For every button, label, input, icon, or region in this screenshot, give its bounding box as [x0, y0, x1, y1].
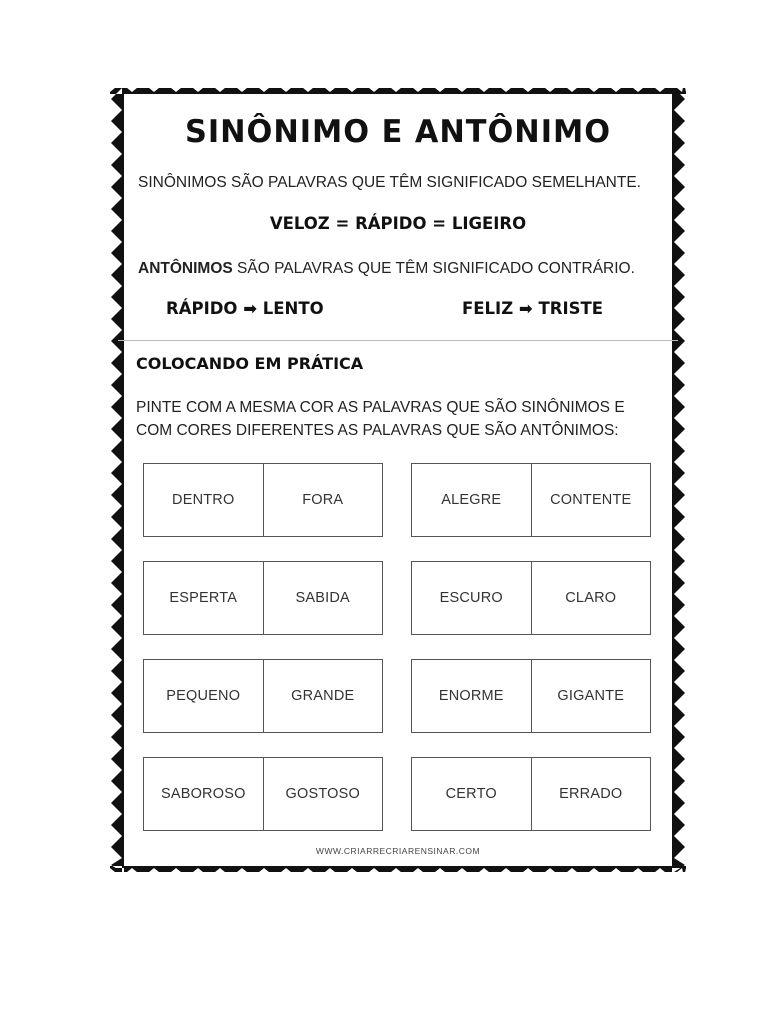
word-cell[interactable]: PEQUENO [166, 688, 241, 704]
antonym-example-1-right: LENTO [262, 299, 324, 318]
synonym-definition-text: SÃO PALAVRAS QUE TÊM SIGNIFICADO SEMELHANTE. [226, 174, 641, 191]
word-cell[interactable]: GOSTOSO [263, 758, 383, 830]
word-cell[interactable]: GRANDE [263, 660, 383, 732]
practice-heading: COLOCANDO EM PRÁTICA [136, 354, 364, 373]
antonym-definition [138, 260, 635, 278]
word-cell[interactable]: ERRADO [531, 758, 651, 830]
word-cell[interactable]: DENTRO [172, 492, 235, 508]
instruction-line-2: COM CORES DIFERENTES AS PALAVRAS QUE SÃO ANTÔNIMOS: [136, 422, 619, 439]
word-cell[interactable]: FORA [263, 464, 383, 536]
word-cell[interactable]: CONTENTE [531, 464, 651, 536]
word-cell[interactable]: SABOROSO [160, 786, 246, 802]
word-pair-card [143, 561, 383, 635]
word-cell[interactable]: SABIDA [263, 562, 383, 634]
word-pair-card [143, 757, 383, 831]
word-cell[interactable]: ESPERTA [169, 590, 238, 606]
word-pair-card [411, 659, 651, 733]
word-pair-card [143, 463, 383, 537]
arrow-right-icon: ➡ [518, 299, 533, 318]
antonym-keyword: ANTÔNIMOS [138, 260, 233, 277]
antonym-example-1-left: RÁPIDO [166, 299, 238, 318]
synonym-keyword: SINÔNIMOS [138, 174, 227, 191]
worksheet-title: SINÔNIMO E ANTÔNIMO [184, 114, 612, 150]
synonym-definition [138, 174, 641, 192]
arrow-right-icon: ➡ [243, 299, 258, 318]
instruction-line-1: PINTE COM A MESMA COR AS PALAVRAS QUE SÃO SINÔNIMOS E [136, 399, 625, 416]
section-divider [118, 340, 678, 341]
word-cell[interactable]: GIGANTE [531, 660, 651, 732]
word-cell[interactable]: CERTO [445, 786, 497, 802]
antonym-example-2 [462, 299, 603, 318]
antonym-example-2-left: FELIZ [462, 299, 514, 318]
word-pair-card [411, 561, 651, 635]
word-pair-card [143, 659, 383, 733]
word-pair-card [411, 757, 651, 831]
website-footer: WWW.CRIARRECRIARENSINAR.COM [315, 846, 481, 856]
antonym-example-1 [166, 299, 324, 318]
synonym-example: VELOZ = RÁPIDO = LIGEIRO [269, 214, 527, 233]
word-cell[interactable]: ESCURO [439, 590, 503, 606]
worksheet-frame [110, 88, 686, 872]
word-cell[interactable]: ENORME [438, 688, 504, 704]
word-cell[interactable]: ALEGRE [441, 492, 502, 508]
word-pair-card [411, 463, 651, 537]
word-cell[interactable]: CLARO [531, 562, 651, 634]
antonym-example-2-right: TRISTE [538, 299, 604, 318]
antonym-definition-text: SÃO PALAVRAS QUE TÊM SIGNIFICADO CONTRÁRIO. [232, 260, 635, 277]
